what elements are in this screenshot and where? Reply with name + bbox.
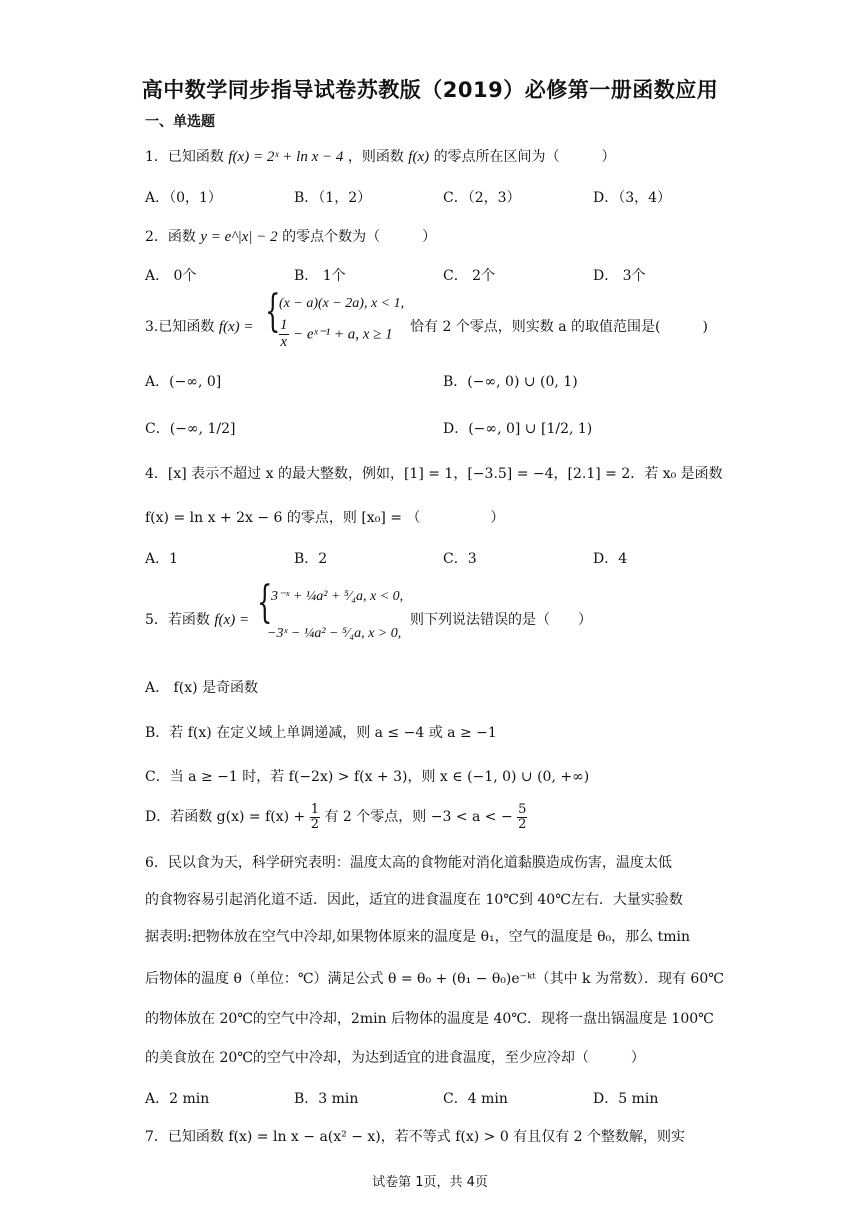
question-2 <box>145 226 436 246</box>
question-1 <box>145 146 616 166</box>
question-1-formula: f(x) = 2ˣ + ln x − 4 <box>228 149 344 165</box>
question-2-option-b: B． 1个 <box>294 268 346 284</box>
question-3-case-1: (x − a)(x − 2a), x < 1, <box>279 296 405 311</box>
question-4-line-2: f(x) = ln x + 2x − 6 的零点，则 [x₀] = （ ） <box>145 510 505 526</box>
question-2-suffix: 的零点个数为（ ） <box>282 229 437 245</box>
question-6-line-2: 的食物容易引起消化道不适．因此，适宜的进食温度在 10℃到 40℃左右．大量实验数 <box>145 892 683 908</box>
question-5-option-d <box>145 803 527 831</box>
question-1-mid: ，则函数 <box>347 149 404 165</box>
half-fraction <box>310 803 320 831</box>
question-3-fx: f(x) = <box>218 319 254 335</box>
question-6-option-c: C．4 min <box>443 1091 508 1107</box>
question-3-lead: 3.已知函数 <box>145 319 215 335</box>
question-5-case-2: −3ˣ − ¼a² − ⁵⁄₄a, x > 0, <box>267 626 402 641</box>
section-heading: 一、单选题 <box>145 114 215 130</box>
question-7-line-1: 7．已知函数 f(x) = ln x − a(x² − x)，若不等式 f(x) > 0 有且仅有 2 个整数解，则实 <box>145 1129 686 1145</box>
question-5-option-d-tail: 有 2 个零点，则 −3 < a < − <box>324 809 513 826</box>
question-2-formula: y = e^|x| − 2 <box>200 229 278 245</box>
question-4-option-a: A．1 <box>145 551 179 567</box>
question-1-option-b: B．（1，2） <box>294 190 372 206</box>
question-5-suffix: 则下列说法错误的是（ ） <box>410 612 592 628</box>
question-4-line-1: 4．[x] 表示不超过 x 的最大整数，例如，[1] = 1，[−3.5] = −4，[2.1] = 2．若 x₀ 是函数 <box>145 466 723 482</box>
question-6-line-4: 后物体的温度 θ（单位：℃）满足公式 θ = θ₀ + (θ₁ − θ₀)e⁻ᵏᵗ（其中 k 为常数）．现有 60℃ <box>145 971 724 987</box>
fraction-numerator: 1 <box>280 317 288 333</box>
question-6-option-a: A．2 min <box>145 1091 210 1107</box>
question-3-option-d: D．(−∞, 0] ∪ [1/2, 1) <box>443 421 593 437</box>
fraction-numerator: 1 <box>310 802 320 817</box>
question-5-option-a: A． f(x) 是奇函数 <box>145 680 259 696</box>
question-3-fraction <box>279 318 289 351</box>
question-1-option-c: C．（2，3） <box>443 190 521 206</box>
question-3-case-2-tail: − eˣ⁻¹ + a, x ≥ 1 <box>292 326 393 343</box>
question-2-prefix: 2．函数 <box>145 229 196 245</box>
question-3-case-2 <box>279 318 393 351</box>
question-1-suffix: 的零点所在区间为（ ） <box>433 149 616 165</box>
question-5-lead: 5．若函数 <box>145 612 210 628</box>
question-4-option-d: D．4 <box>593 551 628 567</box>
question-5-option-b: B．若 f(x) 在定义域上单调递减，则 a ≤ −4 或 a ≥ −1 <box>145 725 497 741</box>
fraction-denominator: 2 <box>518 816 527 832</box>
question-3-option-c: C．(−∞, 1/2] <box>145 421 236 437</box>
question-3-option-a: A．(−∞, 0] <box>145 374 222 390</box>
question-3-suffix: 恰有 2 个零点，则实数 a 的取值范围是( ) <box>410 319 708 335</box>
question-5-option-d-lead: D．若函数 g(x) = f(x) + <box>145 809 306 826</box>
page-title: 高中数学同步指导试卷苏教版（2019）必修第一册函数应用 <box>141 78 719 102</box>
piecewise-brace: { <box>265 286 281 337</box>
question-5-prefix <box>145 609 249 629</box>
page-footer: 试卷第 1页，共 4页 <box>372 1175 488 1190</box>
piecewise-brace: { <box>257 577 273 628</box>
question-4-option-c: C．3 <box>443 551 477 567</box>
fraction-denominator: x <box>280 333 288 350</box>
fraction-numerator: 5 <box>518 802 527 817</box>
question-6-option-d: D．5 min <box>593 1091 659 1107</box>
question-6-line-5: 的物体放在 20℃的空气中冷却，2min 后物体的温度是 40℃．现将一盘出锅温度是 100℃ <box>145 1011 714 1027</box>
fraction-denominator: 2 <box>310 816 320 832</box>
question-6-line-1: 6．民以食为天，科学研究表明：温度太高的食物能对消化道黏膜造成伤害，温度太低 <box>145 855 672 871</box>
question-3-option-b: B．(−∞, 0) ∪ (0, 1) <box>443 374 578 390</box>
question-1-option-d: D．（3，4） <box>593 190 672 206</box>
question-6-option-b: B．3 min <box>294 1091 359 1107</box>
question-2-option-d: D． 3个 <box>593 268 646 284</box>
question-2-option-a: A． 0个 <box>145 268 197 284</box>
question-1-option-a: A．（0，1） <box>145 190 222 206</box>
five-halves-fraction <box>517 803 527 831</box>
question-4-option-b: B．2 <box>294 551 328 567</box>
question-5-fx: f(x) = <box>214 612 250 628</box>
question-5-option-c: C．当 a ≥ −1 时，若 f(−2x) > f(x + 3)，则 x ∈ (−1, 0) ∪ (0, +∞) <box>145 769 590 785</box>
question-3-prefix <box>145 316 254 336</box>
question-6-line-6: 的美食放在 20℃的空气中冷却，为达到适宜的进食温度，至少应冷却（ ） <box>145 1050 645 1066</box>
question-5-case-1: 3⁻ˣ + ¼a² + ⁵⁄₄a, x < 0, <box>271 589 404 604</box>
question-6-line-3: 据表明:把物体放在空气中冷却,如果物体原来的温度是 θ₁，空气的温度是 θ₀，那么 tmin <box>145 929 690 945</box>
question-1-prefix: 1．已知函数 <box>145 149 224 165</box>
question-1-fx: f(x) <box>408 149 430 165</box>
question-2-option-c: C． 2个 <box>443 268 496 284</box>
